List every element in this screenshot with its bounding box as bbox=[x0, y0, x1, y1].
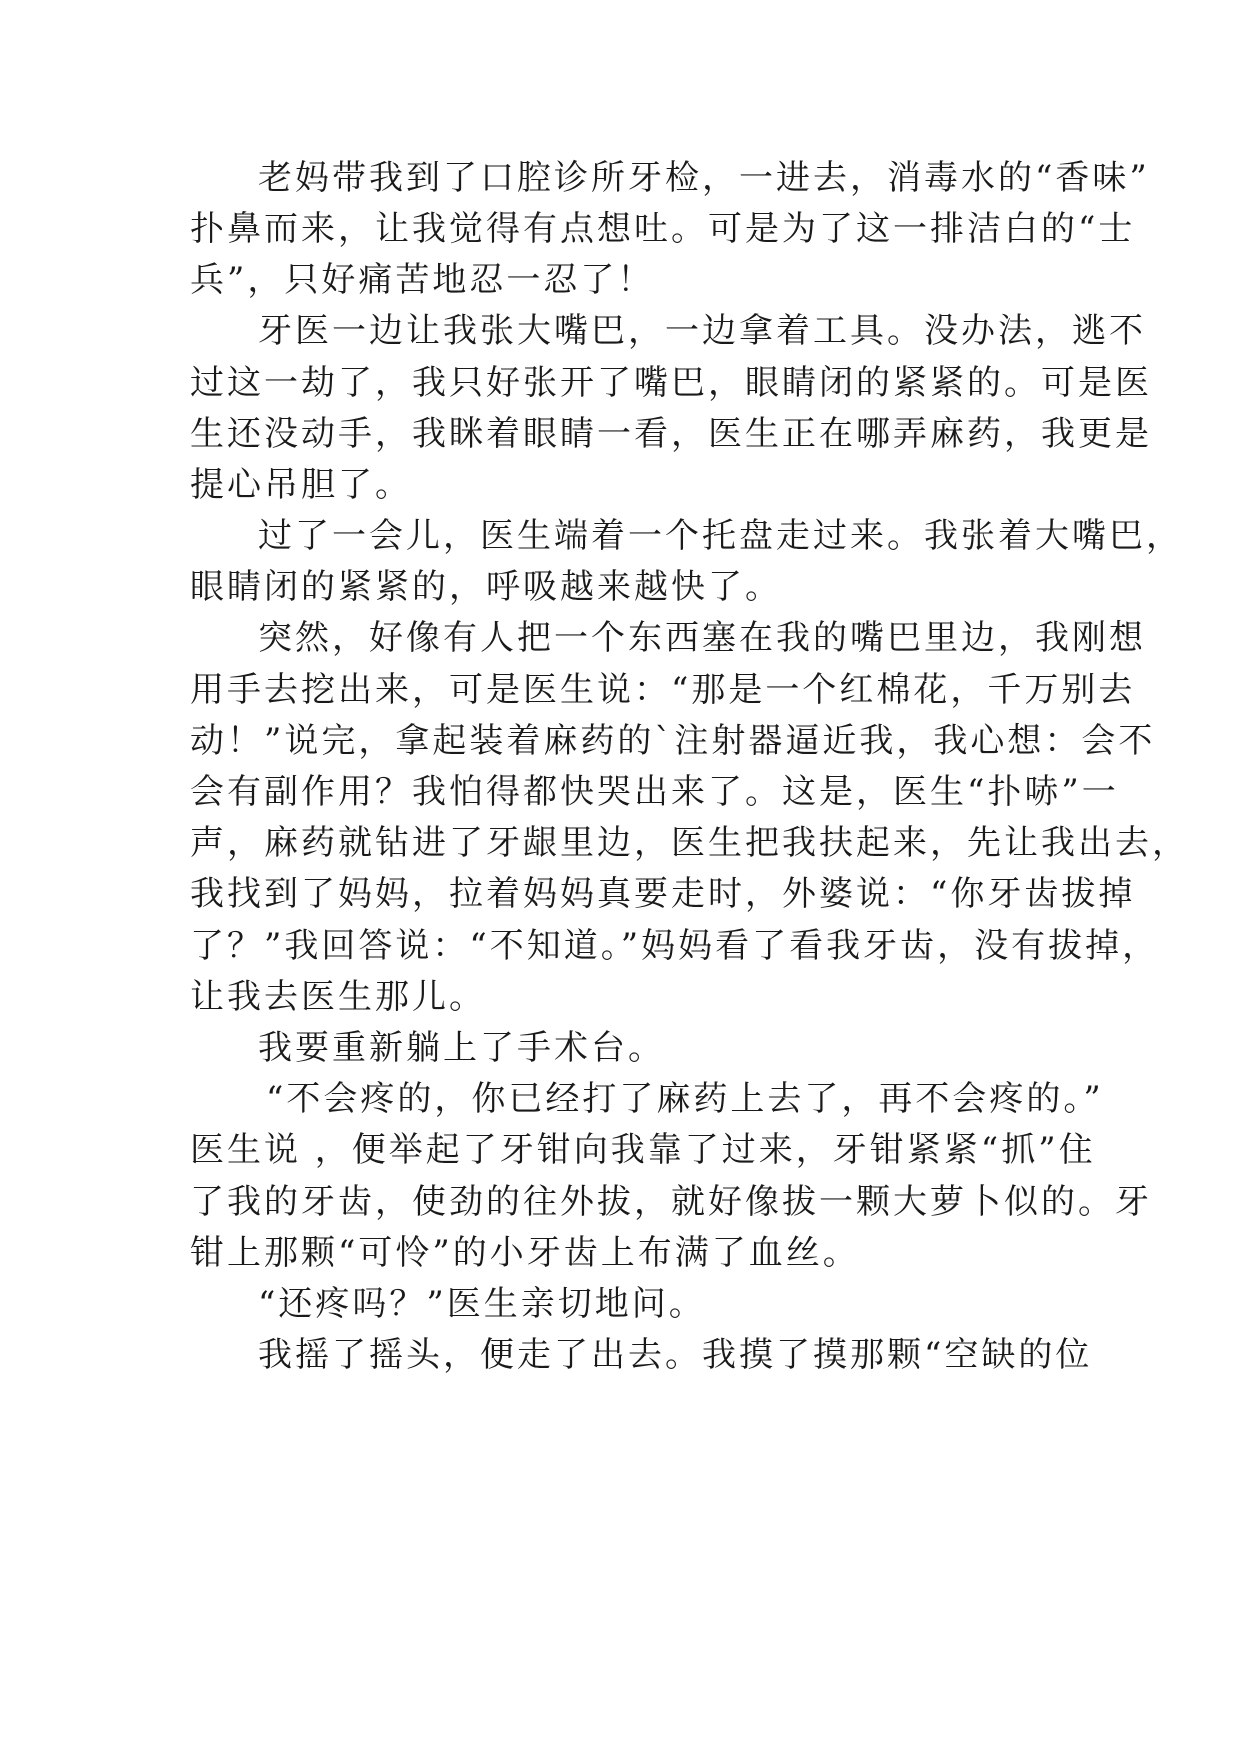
text-line: 老妈带我到了口腔诊所牙检，一进去，消毒水的“香味” bbox=[258, 158, 1150, 198]
text-line: 我找到了妈妈，拉着妈妈真要走时，外婆说：“你牙齿拔掉 bbox=[190, 874, 1136, 914]
text-line: 用手去挖出来，可是医生说：“那是一个红棉花，千万别去 bbox=[190, 670, 1136, 710]
text-line: 兵”，只好痛苦地忍一忍了！ bbox=[190, 260, 655, 300]
text-line: 生还没动手，我眯着眼睛一看，医生正在哪弄麻药，我更是 bbox=[190, 414, 1152, 454]
text-line: 医生说 ，便举起了牙钳向我靠了过来，牙钳紧紧“抓”住 bbox=[190, 1130, 1096, 1170]
text-line: 我要重新躺上了手术台。 bbox=[258, 1028, 665, 1068]
text-line: 突然，好像有人把一个东西塞在我的嘴巴里边，我刚想 bbox=[258, 618, 1146, 658]
text-line: 过这一劫了，我只好张开了嘴巴，眼睛闭的紧紧的。可是医 bbox=[190, 363, 1152, 403]
text-line: 牙医一边让我张大嘴巴，一边拿着工具。没办法，逃不 bbox=[258, 311, 1146, 351]
text-line: 钳上那颗“可怜”的小牙齿上布满了血丝。 bbox=[190, 1233, 860, 1273]
text-line: 让我去医生那儿。 bbox=[190, 977, 486, 1017]
text-line: 声，麻药就钻进了牙龈里边，医生把我扶起来，先让我出去， bbox=[190, 823, 1189, 863]
text-line: 提心吊胆了。 bbox=[190, 465, 412, 505]
text-line: 了我的牙齿，使劲的往外拔，就好像拔一颗大萝卜似的。牙 bbox=[190, 1182, 1152, 1222]
text-line: “还疼吗？”医生亲切地问。 bbox=[258, 1284, 706, 1324]
text-line: 我摇了摇头，便走了出去。我摸了摸那颗“空缺的位 bbox=[258, 1335, 1093, 1375]
text-line: 扑鼻而来，让我觉得有点想吐。可是为了这一排洁白的“士 bbox=[190, 209, 1136, 249]
text-line: 会有副作用？我怕得都快哭出来了。这是，医生“扑哧”一 bbox=[190, 772, 1119, 812]
text-line: 眼睛闭的紧紧的，呼吸越来越快了。 bbox=[190, 567, 782, 607]
text-line: “不会疼的，你已经打了麻药上去了，再不会疼的。” bbox=[266, 1079, 1104, 1119]
text-line: 动！”说完，拿起装着麻药的`注射器逼近我，我心想：会不 bbox=[190, 721, 1156, 761]
text-line: 过了一会儿，医生端着一个托盘走过来。我张着大嘴巴， bbox=[258, 516, 1183, 556]
text-line: 了？”我回答说：“不知道。”妈妈看了看我牙齿，没有拔掉， bbox=[190, 926, 1160, 966]
